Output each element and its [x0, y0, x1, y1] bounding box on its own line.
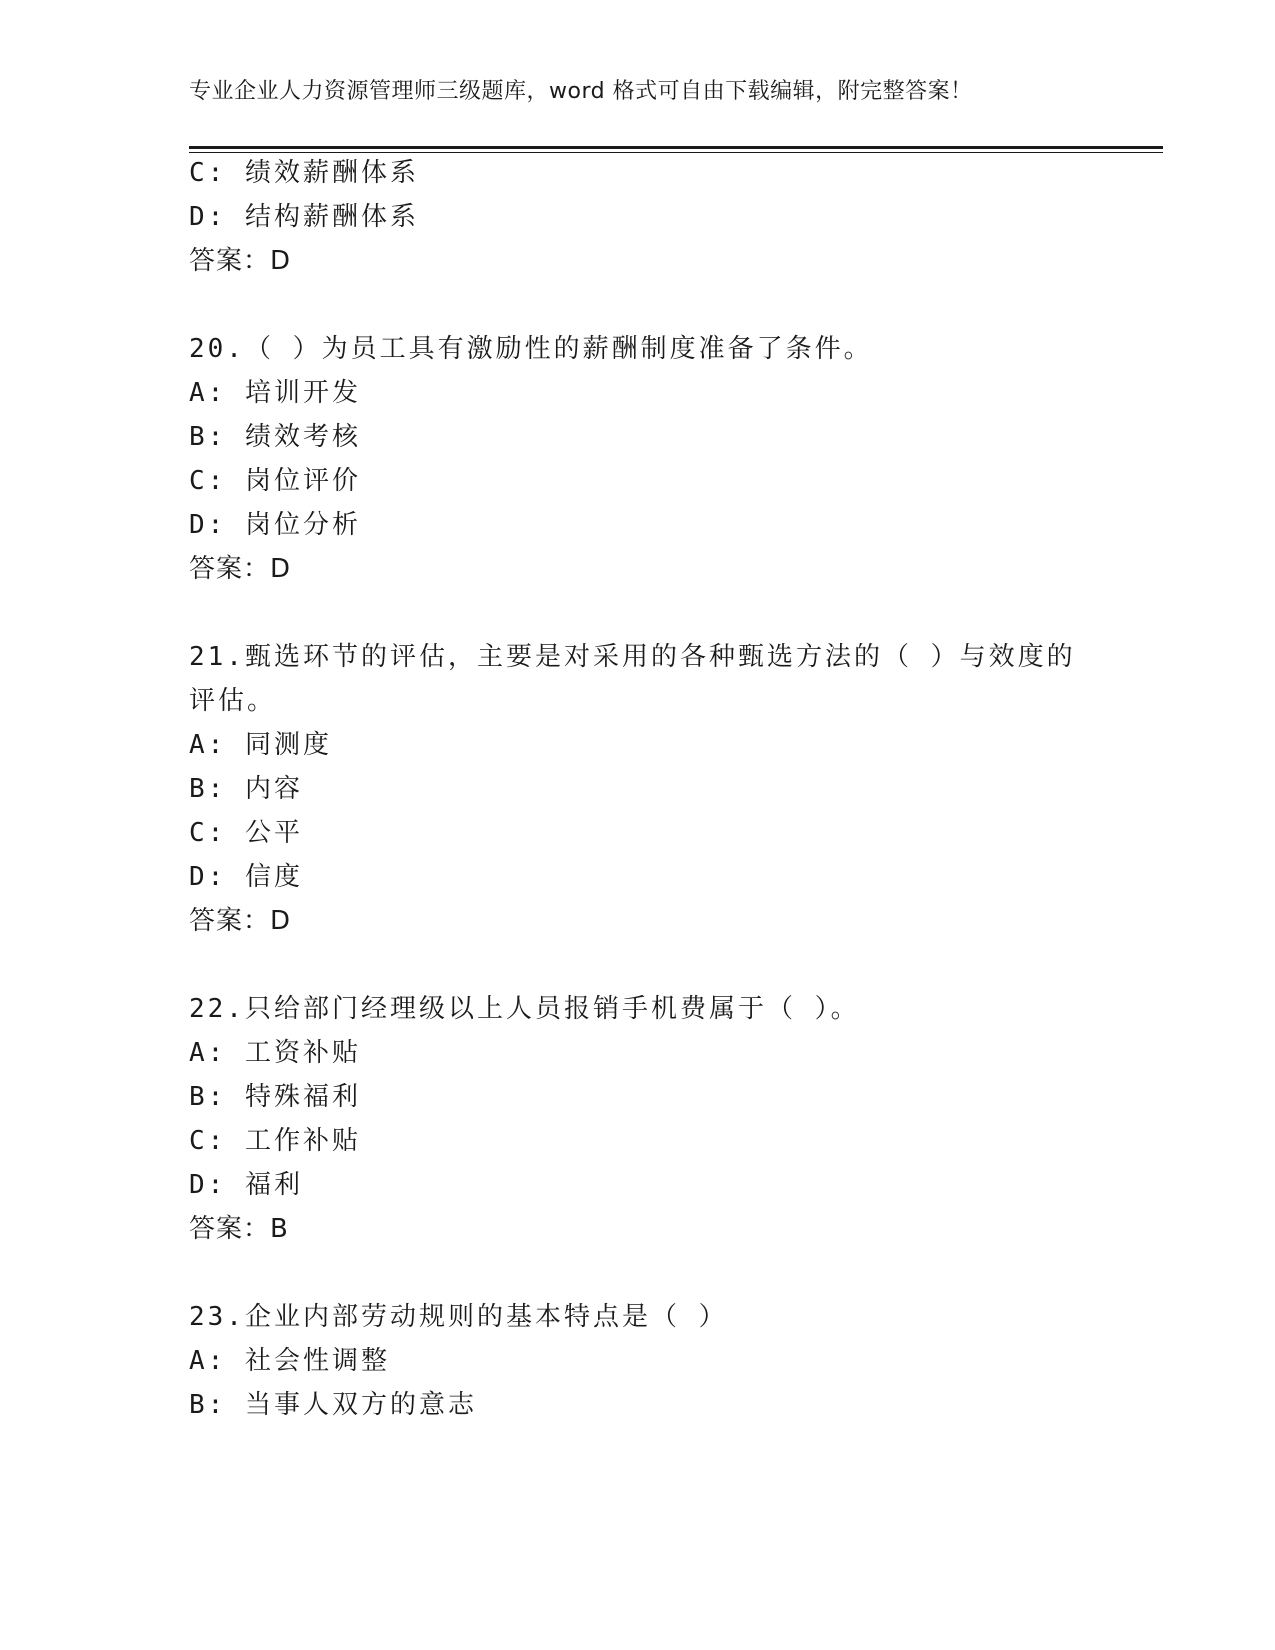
- page-header: 专业企业人力资源管理师三级题库，word 格式可自由下载编辑，附完整答案！: [189, 79, 973, 104]
- question-22: 22.只给部门经理级以上人员报销手机费属于（ ）。: [189, 994, 860, 1024]
- answer-line: 答案：D: [189, 554, 292, 584]
- option-b: B: 绩效考核: [189, 422, 361, 452]
- header-rule-thick: [189, 146, 1163, 149]
- option-d: D: 信度: [189, 862, 303, 892]
- option-b: B: 内容: [189, 774, 303, 804]
- question-21: 21.甄选环节的评估，主要是对采用的各种甄选方法的（ ）与效度的: [189, 642, 1076, 672]
- option-b: B: 特殊福利: [189, 1082, 361, 1112]
- option-c: C: 绩效薪酬体系: [189, 158, 419, 188]
- option-b: B: 当事人双方的意志: [189, 1390, 477, 1420]
- answer-line: 答案：D: [189, 246, 292, 276]
- option-a: A: 社会性调整: [189, 1346, 390, 1376]
- option-d: D: 福利: [189, 1170, 303, 1200]
- option-a: A: 培训开发: [189, 378, 361, 408]
- option-d: D: 岗位分析: [189, 510, 361, 540]
- option-c: C: 公平: [189, 818, 303, 848]
- question-21-continued: 评估。: [189, 686, 277, 716]
- question-20: 20.（ ）为员工具有激励性的薪酬制度准备了条件。: [189, 334, 873, 364]
- header-rule-thin: [189, 152, 1163, 153]
- option-c: C: 工作补贴: [189, 1126, 361, 1156]
- question-23: 23.企业内部劳动规则的基本特点是（ ）: [189, 1302, 728, 1332]
- option-c: C: 岗位评价: [189, 466, 361, 496]
- option-a: A: 同测度: [189, 730, 332, 760]
- option-d: D: 结构薪酬体系: [189, 202, 419, 232]
- answer-line: 答案：D: [189, 906, 292, 936]
- answer-line: 答案：B: [189, 1214, 289, 1244]
- option-a: A: 工资补贴: [189, 1038, 361, 1068]
